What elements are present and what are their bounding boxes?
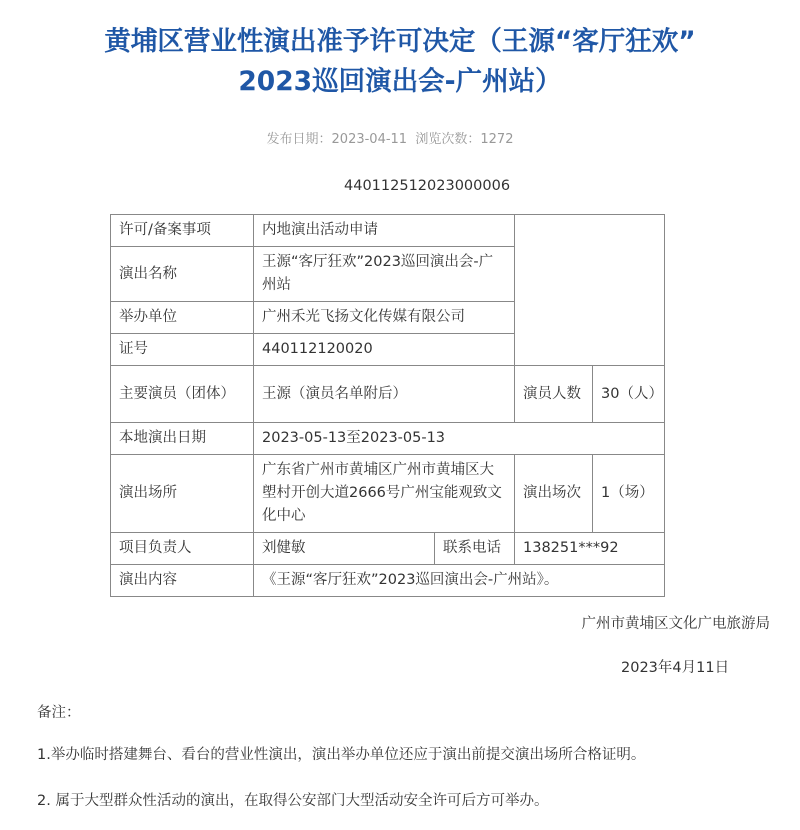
- cell-manager-value: 刘健敏: [254, 533, 435, 565]
- cell-venue-value: 广东省广州市黄埔区广州市黄埔区大塱村开创大道2666号广州宝能观致文化中心: [254, 455, 515, 533]
- table-row: [111, 423, 665, 455]
- title-line-1: 黄埔区营业性演出准予许可决定（王源“客厅狂欢”: [104, 26, 696, 57]
- cell-date-value: 2023-05-13至2023-05-13: [254, 423, 665, 455]
- cell-performer-count-label: 演员人数: [515, 366, 593, 423]
- table-row: [111, 215, 665, 247]
- cell-blank: [515, 215, 665, 366]
- cell-shows-label: 演出场次: [515, 455, 593, 533]
- permit-table: [110, 214, 665, 597]
- table-row: [111, 366, 665, 423]
- table-row: [111, 533, 665, 565]
- cell-name-label: 演出名称: [111, 247, 254, 302]
- cell-organizer-value: 广州禾光飞扬文化传媒有限公司: [254, 302, 515, 334]
- title-line-2: 2023巡回演出会-广州站）: [238, 66, 562, 97]
- cell-item-label: 许可/备案事项: [111, 215, 254, 247]
- cell-organizer-label: 举办单位: [111, 302, 254, 334]
- cell-phone-value: 138251***92: [515, 533, 665, 565]
- cell-license-value: 440112120020: [254, 334, 515, 366]
- cell-date-label: 本地演出日期: [111, 423, 254, 455]
- cell-license-label: 证号: [111, 334, 254, 366]
- page-title: [20, 22, 780, 102]
- document-number: 440112512023000006: [344, 178, 511, 194]
- cell-manager-label: 项目负责人: [111, 533, 254, 565]
- note-item: 1.举办临时搭建舞台、看台的营业性演出，演出举办单位还应于演出前提交演出场所合格证明。: [37, 747, 646, 763]
- cell-phone-label: 联系电话: [435, 533, 515, 565]
- issue-date: 2023年4月11日: [621, 660, 730, 676]
- cell-item-value: 内地演出活动申请: [254, 215, 515, 247]
- view-count-label: 浏览次数：: [415, 132, 481, 147]
- cell-content-value: 《王源“客厅狂欢”2023巡回演出会-广州站》。: [254, 565, 665, 597]
- cell-content-label: 演出内容: [111, 565, 254, 597]
- cell-performer-label: 主要演员（团体）: [111, 366, 254, 423]
- issuing-authority: 广州市黄埔区文化广电旅游局: [581, 616, 770, 632]
- cell-shows-value: 1（场）: [593, 455, 665, 533]
- article-meta: [0, 128, 780, 147]
- cell-venue-label: 演出场所: [111, 455, 254, 533]
- cell-performer-value: 王源（演员名单附后）: [254, 366, 515, 423]
- notes-title: 备注：: [37, 705, 81, 721]
- table-row: [111, 455, 665, 533]
- publish-date-label: 发布日期：: [266, 132, 332, 147]
- note-item: 2. 属于大型群众性活动的演出，在取得公安部门大型活动安全许可后方可举办。: [37, 793, 549, 809]
- cell-performer-count-value: 30（人）: [593, 366, 665, 423]
- table-row: [111, 565, 665, 597]
- publish-date: 2023-04-11: [331, 132, 408, 147]
- view-count: 1272: [480, 132, 514, 147]
- cell-name-value: 王源“客厅狂欢”2023巡回演出会-广州站: [254, 247, 515, 302]
